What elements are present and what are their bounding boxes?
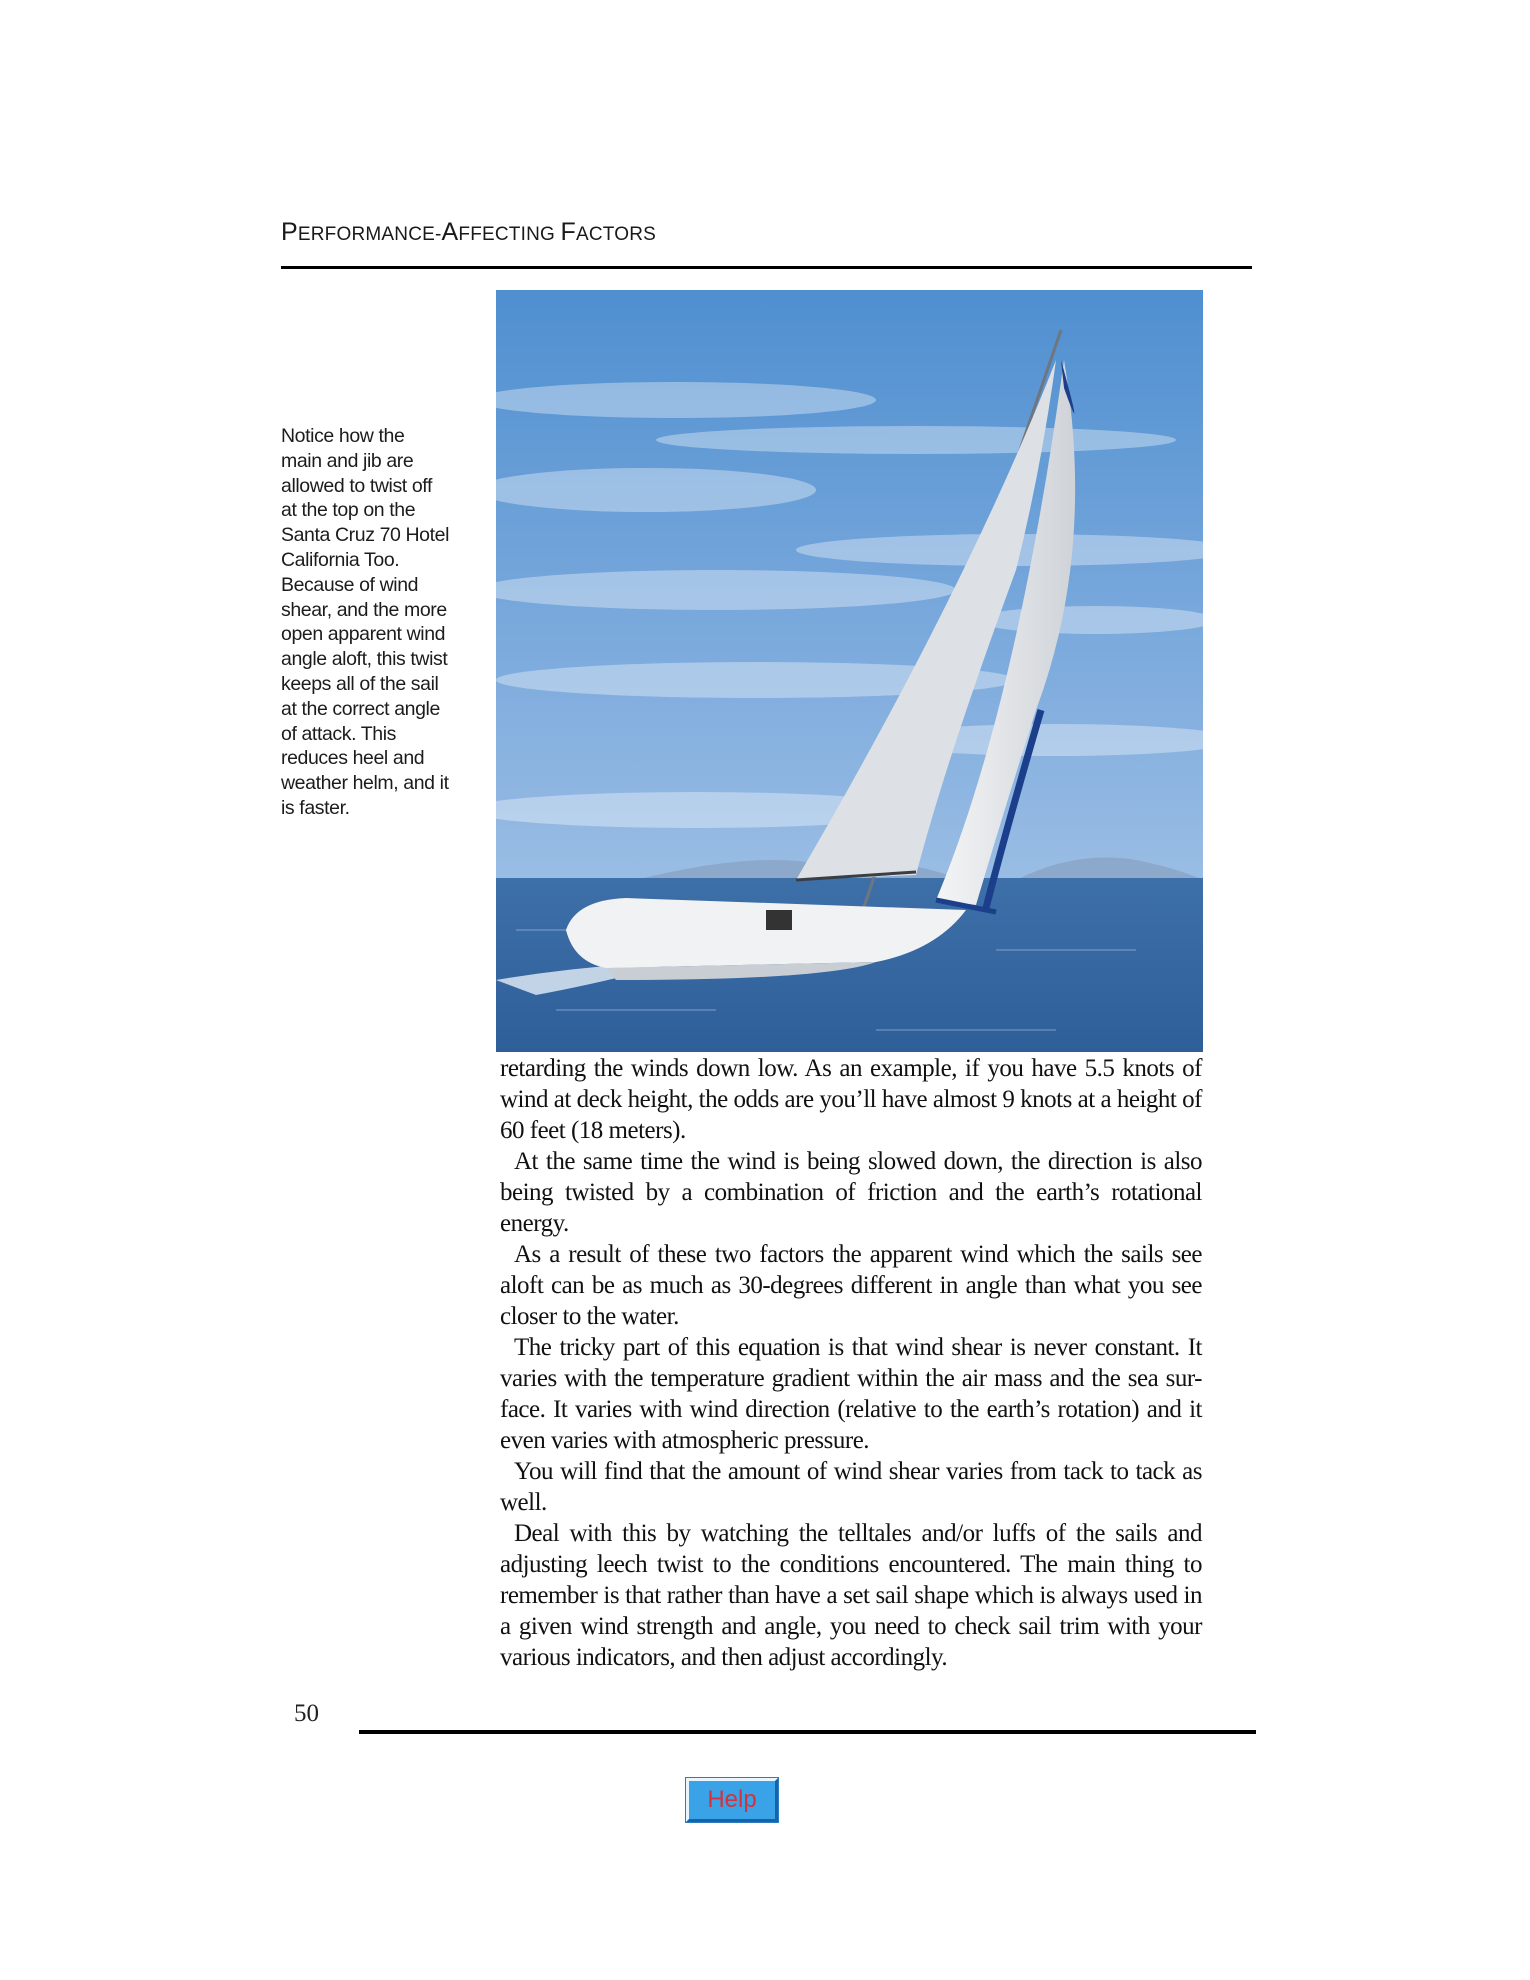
body-line: As a result of these two factors the apparent wind which the sails see [514, 1241, 1202, 1268]
header-initial: P [281, 218, 298, 246]
caption-line: of attack. This [281, 722, 397, 745]
body-line: remember is that rather than have a set sail shape which is always used in [500, 1582, 1202, 1609]
body-line: Deal with this by watching the telltales and/or luffs of the sails and [514, 1520, 1202, 1547]
body-line: At the same time the wind is being slowed down, the direction is also [514, 1148, 1202, 1175]
header-rule [281, 266, 1252, 269]
photo-caption [281, 424, 471, 821]
body-line: face. It varies with wind direction (relative to the earth’s rotation) and it [500, 1396, 1202, 1423]
caption-line: keeps all of the sail [281, 672, 439, 695]
body-line: various indicators, and then adjust accordingly. [500, 1644, 948, 1671]
body-line: You will find that the amount of wind shear varies from tack to tack as [514, 1458, 1202, 1485]
page-number: 50 [294, 1700, 319, 1727]
body-line: energy. [500, 1210, 569, 1237]
caption-line: Notice how the [281, 425, 405, 447]
footer-rule [359, 1730, 1256, 1734]
caption-line: weather helm, and it [281, 772, 449, 795]
sailboat-illustration [496, 290, 1203, 1052]
body-text [500, 1053, 1202, 1673]
caption-line: open apparent wind [281, 623, 446, 646]
body-line: closer to the water. [500, 1303, 679, 1330]
body-line: retarding the winds down low. As an example, if you have 5.5 knots of [500, 1055, 1202, 1082]
caption-line: main and jib are [281, 449, 414, 472]
caption-line: angle aloft, this twist [281, 648, 448, 671]
caption-line: Because of wind [281, 573, 419, 596]
sailboat-photo [496, 290, 1203, 1052]
caption-line: California Too. [281, 548, 400, 571]
body-line: aloft can be as much as 30-degrees different in angle than what you see [500, 1272, 1202, 1299]
running-header [281, 218, 656, 247]
help-button[interactable]: Help [686, 1778, 778, 1822]
header-smallcaps: FFECTING [458, 224, 561, 245]
caption-line: is faster. [281, 796, 350, 819]
header-initial: F [560, 218, 576, 246]
body-line: well. [500, 1489, 547, 1516]
caption-line: at the correct angle [281, 697, 440, 720]
caption-line: shear, and the more [281, 598, 447, 621]
body-line: 60 feet (18 meters). [500, 1117, 686, 1144]
body-line: a given wind strength and angle, you need to check sail trim with your [500, 1613, 1202, 1640]
header-initial: A [441, 218, 459, 246]
caption-line: reduces heel and [281, 747, 425, 770]
caption-line: at the top on the [281, 499, 416, 522]
body-line: varies with the temperature gradient within the air mass and the sea sur- [500, 1365, 1202, 1392]
header-smallcaps: ERFORMANCE- [297, 224, 442, 245]
caption-line: Santa Cruz 70 Hotel [281, 524, 449, 547]
header-smallcaps: ACTORS [575, 224, 656, 245]
body-line: even varies with atmospheric pressure. [500, 1427, 870, 1454]
body-line: being twisted by a combination of friction and the earth’s rotational [500, 1179, 1202, 1206]
body-line: wind at deck height, the odds are you’ll have almost 9 knots at a height of [500, 1086, 1202, 1113]
body-line: adjusting leech twist to the conditions encountered. The main thing to [500, 1551, 1202, 1578]
body-line: The tricky part of this equation is that wind shear is never constant. It [514, 1334, 1202, 1361]
caption-line: allowed to twist off [281, 474, 432, 497]
